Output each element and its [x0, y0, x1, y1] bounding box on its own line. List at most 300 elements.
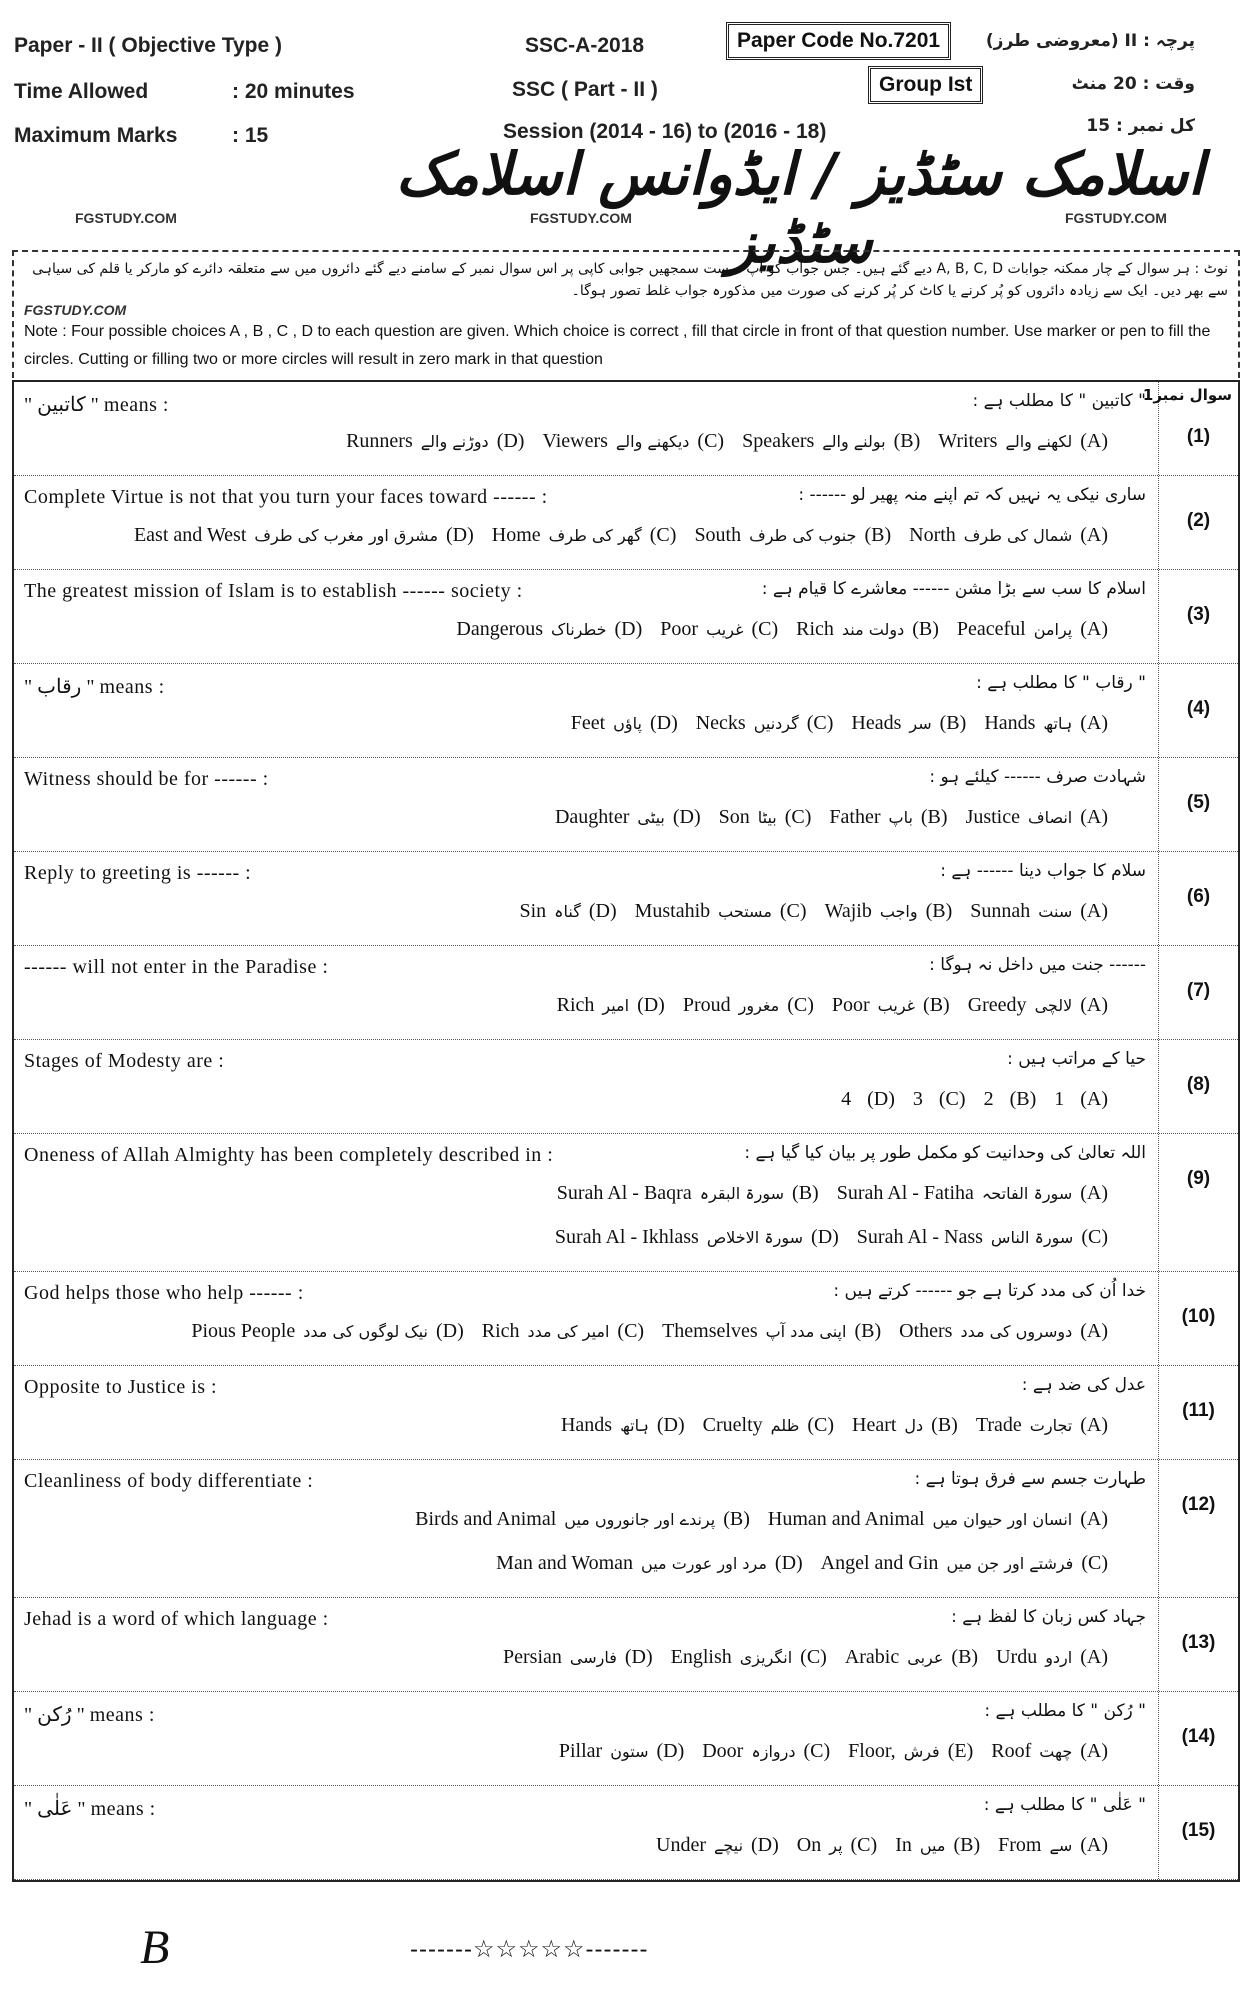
- option-b: [845, 1646, 978, 1669]
- option-letter: (D): [649, 712, 678, 734]
- option-letter: (D): [496, 430, 525, 452]
- group-box: Group Ist: [868, 66, 983, 104]
- question-urdu: ------ جنت میں داخل نہ ہوگا :: [929, 955, 1146, 975]
- option-urdu: میں: [919, 1836, 946, 1855]
- option-english: Themselves: [662, 1320, 758, 1342]
- option-a: [984, 712, 1108, 735]
- option-letter: (A): [1080, 1646, 1108, 1668]
- option-urdu: گھر کی طرف: [548, 526, 642, 545]
- option-b: [984, 1088, 1037, 1111]
- question-english: Witness should be for ------ :: [24, 768, 269, 790]
- option-d: [841, 1088, 895, 1111]
- question-row: [14, 476, 1238, 570]
- option-a: [899, 1320, 1108, 1343]
- option-english: Urdu: [996, 1646, 1038, 1668]
- question-urdu: جہاد کس زبان کا لفظ ہے :: [951, 1607, 1146, 1627]
- options-row: [555, 1226, 1108, 1249]
- option-urdu: جنوب کی طرف: [749, 526, 857, 545]
- option-c: [683, 994, 814, 1017]
- option-a: [991, 1740, 1108, 1763]
- question-heading: سوال نمبر1: [1142, 386, 1232, 404]
- option-c: [492, 524, 677, 547]
- option-letter: (C): [617, 1320, 645, 1342]
- question-urdu: " عَلٰی " کا مطلب ہے :: [983, 1795, 1146, 1815]
- option-english: Speakers: [742, 430, 815, 452]
- option-english: Door: [702, 1740, 744, 1762]
- handwritten-mark: B: [140, 1921, 170, 1974]
- option-english: Feet: [570, 712, 606, 734]
- option-b: [796, 618, 939, 641]
- option-urdu: تجارت: [1029, 1416, 1073, 1435]
- option-urdu: گردنیں: [753, 714, 799, 733]
- time-value: : 20 minutes: [232, 80, 355, 103]
- option-letter: (C): [649, 524, 677, 546]
- question-urdu: " رُکن " کا مطلب ہے :: [984, 1701, 1146, 1721]
- option-letter: (B): [920, 806, 948, 828]
- question-number: (3): [1158, 570, 1238, 663]
- watermark: FGSTUDY.COM: [24, 302, 127, 318]
- option-letter: (B): [951, 1646, 979, 1668]
- option-urdu: واجب: [879, 902, 918, 921]
- question-row: [14, 1460, 1238, 1598]
- option-urdu: لکھنے والے: [1005, 432, 1073, 451]
- question-english: Opposite to Justice is :: [24, 1376, 218, 1398]
- option-letter: (B): [864, 524, 892, 546]
- option-letter: (A): [1080, 1740, 1108, 1762]
- option-letter: (D): [656, 1740, 685, 1762]
- option-letter: (D): [614, 618, 643, 640]
- option-english: South: [694, 524, 742, 546]
- option-letter: (B): [723, 1508, 750, 1530]
- question-english: " رقاب " means :: [24, 676, 165, 698]
- option-letter: (C): [803, 1740, 831, 1762]
- question-number: (13): [1158, 1598, 1238, 1691]
- urdu-marks-label: کل نمبر : 15: [1086, 116, 1195, 136]
- option-urdu: غریب: [706, 620, 744, 639]
- question-number: (5): [1158, 758, 1238, 851]
- options-row: [656, 1834, 1108, 1857]
- option-english: North: [909, 524, 956, 546]
- option-english: Justice: [965, 806, 1020, 828]
- option-urdu: گناہ: [554, 902, 581, 921]
- option-urdu: ستون: [610, 1742, 649, 1761]
- option-d: [656, 1834, 779, 1857]
- question-row: [14, 1272, 1238, 1366]
- option-letter: (B): [931, 1414, 958, 1436]
- option-english: Roof: [991, 1740, 1032, 1762]
- question-number: (14): [1158, 1692, 1238, 1785]
- option-urdu: نیچے: [714, 1836, 744, 1855]
- question-urdu: " کاتبین " کا مطلب ہے :: [972, 391, 1146, 411]
- urdu-paper-label: پرچہ : II (معروضی طرز): [985, 31, 1195, 51]
- option-e: [848, 1740, 973, 1763]
- question-english: God helps those who help ------ :: [24, 1282, 304, 1304]
- option-urdu: شمال کی طرف: [963, 526, 1073, 545]
- options-row: [519, 900, 1108, 923]
- option-letter: (A): [1080, 712, 1108, 734]
- option-c: [797, 1834, 877, 1857]
- marks-label: Maximum Marks: [14, 124, 178, 147]
- option-urdu: ظلم: [770, 1416, 800, 1435]
- paper-code-box: Paper Code No.7201: [726, 22, 951, 60]
- option-english: Son: [718, 806, 750, 828]
- options-row: [571, 712, 1108, 735]
- option-letter: (D): [774, 1552, 803, 1574]
- question-urdu: سلام کا جواب دینا ------ ہے :: [940, 861, 1146, 881]
- option-english: Father: [829, 806, 881, 828]
- exam-code: SSC-A-2018: [525, 34, 645, 57]
- option-urdu: مغرور: [738, 996, 780, 1015]
- option-english: Rich: [556, 994, 595, 1016]
- option-english: Cruelty: [702, 1414, 763, 1436]
- question-number: (11): [1158, 1366, 1238, 1459]
- option-letter: (A): [1080, 524, 1108, 546]
- option-english: East and West: [133, 524, 247, 546]
- option-letter: (B): [893, 430, 921, 452]
- question-number: (15): [1158, 1786, 1238, 1879]
- option-d: [555, 806, 701, 829]
- option-english: Daughter: [554, 806, 630, 828]
- question-english: Jehad is a word of which language :: [24, 1608, 329, 1630]
- option-c: [696, 712, 834, 735]
- option-letter: (C): [751, 618, 779, 640]
- question-english: " کاتبین " means :: [24, 394, 169, 416]
- option-urdu: پرندے اور جانوروں میں: [564, 1510, 716, 1529]
- option-d: [496, 1552, 803, 1575]
- option-english: Greedy: [967, 994, 1027, 1016]
- question-row: [14, 758, 1238, 852]
- option-english: Pious People: [191, 1320, 296, 1342]
- question-number: (1): [1158, 382, 1238, 475]
- option-letter: (A): [1080, 1414, 1108, 1436]
- option-english: Poor: [660, 618, 699, 640]
- option-urdu: بیٹا: [757, 808, 777, 827]
- option-english: Runners: [346, 430, 413, 452]
- option-letter: (D): [637, 994, 665, 1016]
- option-a: [970, 900, 1108, 923]
- question-row: [14, 946, 1238, 1040]
- question-english: ------ will not enter in the Paradise :: [24, 956, 329, 978]
- option-letter: (C): [806, 712, 834, 734]
- option-urdu: ہاتھ: [1043, 714, 1073, 733]
- option-letter: (B): [792, 1182, 819, 1204]
- option-letter: (D): [867, 1088, 895, 1110]
- option-english: Heart: [852, 1414, 897, 1436]
- option-english: Peaceful: [956, 618, 1026, 640]
- option-a: [909, 524, 1108, 547]
- option-letter: (C): [1081, 1226, 1108, 1248]
- option-english: Persian: [503, 1646, 562, 1668]
- question-list: [12, 380, 1240, 1882]
- watermark: FGSTUDY.COM: [75, 210, 177, 226]
- option-letter: (A): [1080, 430, 1108, 452]
- option-letter: (A): [1080, 1182, 1108, 1204]
- session-label: Session (2014 - 16) to (2016 - 18): [503, 120, 827, 143]
- option-urdu: دوسروں کی مدد: [960, 1322, 1073, 1341]
- option-urdu: سنت: [1038, 902, 1073, 921]
- option-b: [829, 806, 947, 829]
- question-english: " رُکن " means :: [24, 1704, 155, 1726]
- question-english: Cleanliness of body differentiate :: [24, 1470, 314, 1492]
- option-urdu: سورۃ الفاتحہ: [981, 1184, 1073, 1203]
- option-urdu: پاؤں: [613, 714, 642, 733]
- option-d: [559, 1740, 684, 1763]
- question-number: (12): [1158, 1460, 1238, 1597]
- option-d: [557, 994, 665, 1017]
- question-number: (2): [1158, 476, 1238, 569]
- option-urdu: چھت: [1039, 1742, 1073, 1761]
- option-english: Home: [491, 524, 541, 546]
- question-english: The greatest mission of Islam is to establish ------ society :: [24, 580, 523, 602]
- option-english: Under: [656, 1834, 707, 1856]
- question-urdu: حیا کے مراتب ہیں :: [1007, 1049, 1146, 1069]
- option-d: [519, 900, 616, 923]
- option-a: [966, 806, 1108, 829]
- option-c: [542, 430, 724, 453]
- option-english: Birds and Animal: [415, 1508, 557, 1530]
- option-letter: (A): [1080, 900, 1108, 922]
- option-urdu: سورۃ الناس: [990, 1228, 1074, 1247]
- option-english: Heads: [851, 712, 902, 734]
- question-urdu: " رقاب " کا مطلب ہے :: [976, 673, 1146, 693]
- option-letter: (B): [923, 994, 950, 1016]
- option-urdu: سر: [909, 714, 932, 733]
- option-letter: (B): [953, 1834, 981, 1856]
- option-urdu: دولت مند: [841, 620, 905, 639]
- option-english: Others: [899, 1320, 953, 1342]
- option-urdu: سورۃ البقرہ: [699, 1184, 785, 1203]
- time-label: Time Allowed: [14, 80, 149, 103]
- option-urdu: مرد اور عورت میں: [641, 1554, 767, 1573]
- option-english: Surah Al - Baqra: [556, 1182, 692, 1204]
- option-english: Sunnah: [970, 900, 1031, 922]
- option-letter: (D): [751, 1834, 779, 1856]
- option-letter: (B): [939, 712, 967, 734]
- options-row: [191, 1320, 1108, 1343]
- question-urdu: اسلام کا سب سے بڑا مشن ------ معاشرے کا قیام ہے :: [761, 579, 1146, 599]
- option-english: Surah Al - Fatiha: [836, 1182, 974, 1204]
- options-row: [559, 1740, 1108, 1763]
- option-english: Sin: [519, 900, 547, 922]
- options-row: [561, 1414, 1108, 1437]
- option-c: [719, 806, 812, 829]
- note-urdu: نوٹ : ہر سوال کے چار ممکنہ جوابات A, B, C, D دیے گئے ہیں۔ جس جواب کو آپ درست سمجھیں جوابی کاپی پر اس سوال نمبر کے سامنے دیے گئے دائروں میں سے متعلقہ دائرے کو مارکر یا قلم کی سیاہی سے بھر دیں۔ ایک سے زیادہ دائروں کو پُر کرنے یا کاٹ کر پُر کرنے کی صورت میں مذکورہ جواب غلط تصور ہوگا۔: [32, 261, 1228, 299]
- option-c: [703, 1414, 834, 1437]
- option-urdu: دوڑنے والے: [420, 432, 489, 451]
- option-a: [1054, 1088, 1108, 1111]
- option-b: [832, 994, 950, 1017]
- option-urdu: فرشتے اور جن میں: [946, 1554, 1074, 1573]
- option-letter: (B): [854, 1320, 882, 1342]
- option-urdu: مشرق اور مغرب کی طرف: [254, 526, 439, 545]
- option-d: [555, 1226, 839, 1249]
- options-row: [503, 1646, 1108, 1669]
- option-c: [857, 1226, 1108, 1249]
- option-b: [851, 712, 966, 735]
- option-urdu: انصاف: [1028, 808, 1073, 827]
- option-english: Writers: [938, 430, 998, 452]
- question-urdu: ساری نیکی یہ نہیں کہ تم اپنے منہ پھیر لو ------ :: [798, 485, 1146, 505]
- end-divider: -------☆☆☆☆☆-------: [410, 1936, 649, 1963]
- option-urdu: بیٹی: [637, 808, 665, 827]
- option-urdu: فارسی: [569, 1648, 617, 1667]
- option-b: [742, 430, 920, 453]
- option-b: [895, 1834, 980, 1857]
- option-urdu: دروازہ: [751, 1742, 796, 1761]
- options-row: [456, 618, 1108, 641]
- question-urdu: اللہ تعالیٰ کی وحدانیت کو مکمل طور پر بیان کیا گیا ہے :: [744, 1143, 1146, 1163]
- option-english: Wajib: [824, 900, 872, 922]
- option-english: Poor: [831, 994, 870, 1016]
- question-row: [14, 1786, 1238, 1880]
- option-english: English: [670, 1646, 732, 1668]
- option-english: Human and Animal: [767, 1508, 925, 1530]
- option-urdu: دل: [904, 1416, 924, 1435]
- option-letter: (C): [697, 430, 725, 452]
- option-a: [768, 1508, 1108, 1531]
- option-letter: (D): [588, 900, 617, 922]
- option-letter: (B): [1009, 1088, 1037, 1110]
- option-c: [913, 1088, 966, 1111]
- option-urdu: انگریزی: [739, 1648, 793, 1667]
- option-urdu: پر: [829, 1836, 843, 1855]
- option-d: [456, 618, 642, 641]
- question-row: [14, 852, 1238, 946]
- options-row: [557, 1182, 1108, 1205]
- watermark: FGSTUDY.COM: [530, 210, 632, 226]
- option-letter: (C): [787, 994, 814, 1016]
- question-urdu: خدا اُن کی مدد کرتا ہے جو ------ کرتے ہیں :: [833, 1281, 1146, 1301]
- option-english: Rich: [796, 618, 834, 640]
- question-row: [14, 1134, 1238, 1272]
- question-row: [14, 382, 1238, 476]
- option-a: [837, 1182, 1108, 1205]
- question-row: [14, 1692, 1238, 1786]
- option-urdu: عربی: [907, 1648, 944, 1667]
- option-c: [660, 618, 778, 641]
- option-english: On: [796, 1834, 822, 1856]
- option-english: Pillar: [558, 1740, 603, 1762]
- option-letter: (A): [1080, 1320, 1108, 1342]
- option-letter: (A): [1080, 806, 1108, 828]
- option-d: [134, 524, 474, 547]
- question-number: (7): [1158, 946, 1238, 1039]
- option-urdu: امیر: [602, 996, 630, 1015]
- option-b: [852, 1414, 958, 1437]
- subject-banner: اسلامک سٹڈیز / ایڈوانس اسلامک سٹڈیز: [395, 140, 1205, 276]
- option-letter: (C): [850, 1834, 878, 1856]
- option-d: [191, 1320, 463, 1343]
- option-b: [662, 1320, 881, 1343]
- option-english: Rich: [481, 1320, 520, 1342]
- option-letter: (B): [925, 900, 953, 922]
- question-number: (4): [1158, 664, 1238, 757]
- option-b: [694, 524, 891, 547]
- option-b: [557, 1182, 819, 1205]
- option-letter: (C): [807, 1414, 834, 1436]
- option-english: Surah Al - Ikhlass: [554, 1226, 699, 1248]
- option-b: [415, 1508, 750, 1531]
- question-english: Oneness of Allah Almighty has been completely described in :: [24, 1144, 554, 1166]
- option-letter: (A): [1080, 618, 1108, 640]
- option-a: [968, 994, 1108, 1017]
- option-english: Man and Woman: [496, 1552, 634, 1574]
- option-d: [571, 712, 678, 735]
- option-c: [482, 1320, 644, 1343]
- option-letter: (A): [1080, 994, 1108, 1016]
- option-urdu: غریب: [877, 996, 916, 1015]
- option-urdu: فرش: [903, 1742, 940, 1761]
- options-row: [555, 806, 1108, 829]
- option-d: [503, 1646, 653, 1669]
- option-english: Surah Al - Nass: [856, 1226, 983, 1248]
- options-row: [346, 430, 1108, 453]
- option-letter: (D): [811, 1226, 839, 1248]
- option-c: [702, 1740, 830, 1763]
- option-english: Arabic: [844, 1646, 900, 1668]
- marks-value: : 15: [232, 124, 269, 147]
- options-row: [496, 1552, 1108, 1575]
- option-letter: (C): [1081, 1552, 1108, 1574]
- option-english: 4: [841, 1088, 852, 1110]
- watermark: FGSTUDY.COM: [1065, 210, 1167, 226]
- option-urdu: انسان اور حیوان میں: [932, 1510, 1073, 1529]
- option-d: [561, 1414, 685, 1437]
- instructions-note: [12, 250, 1240, 378]
- options-row: [557, 994, 1108, 1017]
- option-letter: (D): [446, 524, 474, 546]
- option-urdu: امیر کی مدد: [527, 1322, 610, 1341]
- option-urdu: بولنے والے: [822, 432, 886, 451]
- question-english: Stages of Modesty are :: [24, 1050, 225, 1072]
- option-english: Viewers: [542, 430, 608, 452]
- option-english: Hands: [984, 712, 1036, 734]
- option-urdu: مستحب: [718, 902, 772, 921]
- option-letter: (D): [672, 806, 701, 828]
- question-number: (6): [1158, 852, 1238, 945]
- question-number: (9): [1158, 1134, 1238, 1271]
- question-number: (10): [1158, 1272, 1238, 1365]
- note-english: Note : Four possible choices A , B , C , D to each question are given. Which choice is correct , fill that circle in front of that question number. Use marker or pen to fill the circles. Cutting or filling two or more circles will result in zero mark in that question: [24, 323, 1211, 368]
- option-a: [957, 618, 1108, 641]
- paper-title: Paper - II ( Objective Type ): [14, 34, 283, 57]
- option-urdu: اپنی مدد آپ: [765, 1322, 847, 1341]
- option-english: Trade: [975, 1414, 1022, 1436]
- option-letter: (C): [938, 1088, 966, 1110]
- part-label: SSC ( Part - II ): [512, 78, 658, 101]
- option-letter: (D): [435, 1320, 464, 1342]
- option-urdu: سے: [1049, 1836, 1073, 1855]
- question-row: [14, 1366, 1238, 1460]
- option-a: [976, 1414, 1108, 1437]
- option-letter: (A): [1080, 1834, 1108, 1856]
- option-urdu: خطرناک: [551, 620, 607, 639]
- question-urdu: طہارت جسم سے فرق ہوتا ہے :: [914, 1469, 1146, 1489]
- option-d: [346, 430, 524, 453]
- options-row: [134, 524, 1108, 547]
- option-a: [938, 430, 1108, 453]
- question-row: [14, 1040, 1238, 1134]
- options-row: [841, 1088, 1108, 1111]
- option-urdu: اردو: [1045, 1648, 1073, 1667]
- option-english: Dangerous: [456, 618, 544, 640]
- option-urdu: نیک لوگوں کی مدد: [303, 1322, 428, 1341]
- question-number: (8): [1158, 1040, 1238, 1133]
- question-english: Reply to greeting is ------ :: [24, 862, 252, 884]
- option-english: 1: [1054, 1088, 1065, 1110]
- question-row: [14, 664, 1238, 758]
- option-english: Floor,: [848, 1740, 896, 1762]
